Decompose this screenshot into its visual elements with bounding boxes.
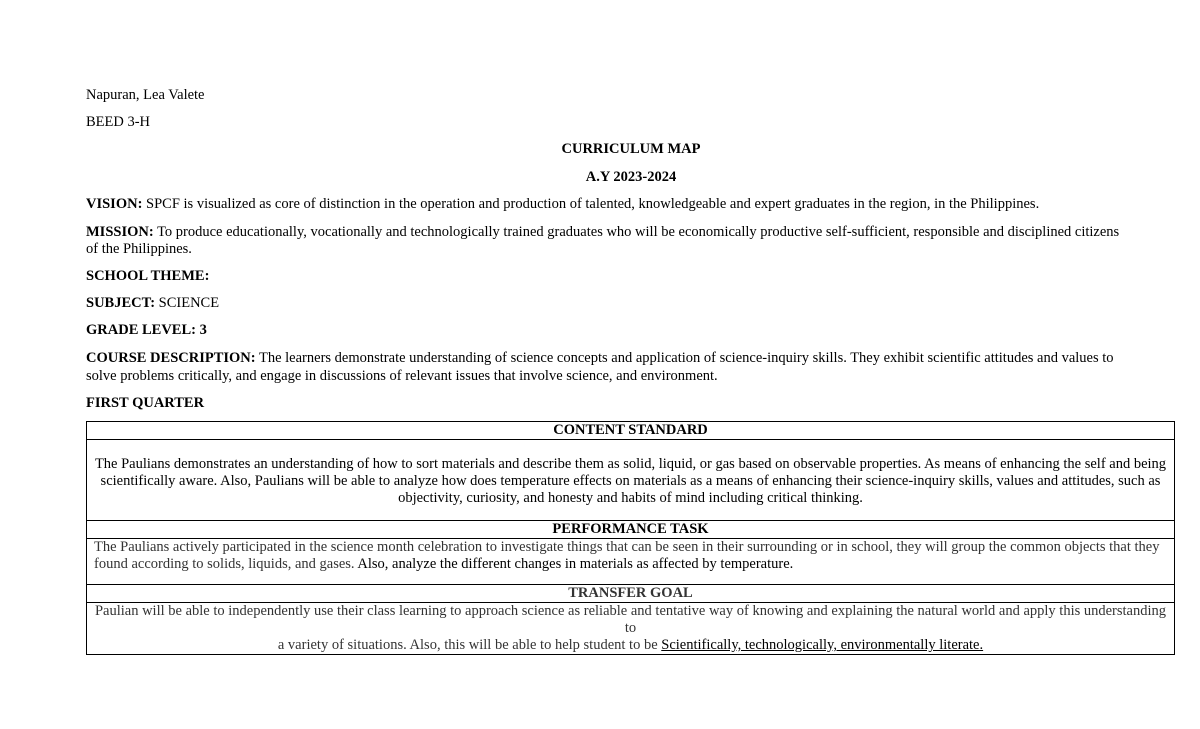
course-description-text: The learners demonstrate understanding of science concepts and application of science-inquiry skills. They exhibit scientific attitudes and values to (258, 350, 1114, 366)
transfer-goal-cell (87, 603, 1175, 655)
student-name: Napuran, Lea Valete (86, 87, 205, 103)
performance-task-line: The Paulians actively participated in the science month celebration to investigate things that can be seen in their surrounding or in school, they will group the common objects that they (94, 539, 1160, 555)
vision-text: SPCF is visualized as core of distinction in the operation and production of talented, knowledgeable and expert graduates in the region, in the Philippines. (146, 196, 1040, 212)
transfer-goal-header: TRANSFER GOAL (87, 585, 1175, 603)
curriculum-table (86, 421, 1175, 655)
content-standard-line: scientifically aware. Also, Paulians will be able to analyze how does temperature effects on materials as a means of enhancing their science-inquiry skills, values and attitudes, such as (100, 473, 1161, 489)
course-description (86, 350, 1114, 367)
literacy-underlined-text: Scientifically, technologically, environmentally literate. (661, 637, 984, 653)
course-description-continued: solve problems critically, and engage in discussions of relevant issues that involve science, and environment. (86, 368, 718, 384)
content-standard-line: objectivity, curiosity, and honesty and habits of mind including critical thinking. (398, 490, 863, 506)
performance-task-header: PERFORMANCE TASK (87, 521, 1175, 539)
subject-value: SCIENCE (158, 295, 220, 311)
performance-task-cell (87, 539, 1175, 585)
vision-label: VISION: (86, 196, 143, 212)
mission-text-continued: of the Philippines. (86, 241, 192, 257)
student-section: BEED 3-H (86, 114, 151, 130)
vision-statement (86, 196, 1039, 213)
content-standard-line: The Paulians demonstrates an understanding of how to sort materials and describe them as solid, liquid, or gas based on observable properties. As means of enhancing the self and being (94, 456, 1167, 472)
mission-text: To produce educationally, vocationally and technologically trained graduates who will be economically productive self-sufficient, responsible and disciplined citizens (157, 224, 1120, 240)
mission-label: MISSION: (86, 224, 154, 240)
transfer-goal-line: Paulian will be able to independently use their class learning to approach science as reliable and tentative way of knowing and explaining the natural world and apply this understanding to (94, 603, 1167, 636)
content-standard-cell (87, 440, 1175, 521)
content-standard-header: CONTENT STANDARD (87, 422, 1175, 440)
transfer-goal-line: a variety of situations. Also, this will be able to help student to be Scientifically, technologically, environmentally literate. (277, 637, 984, 653)
grade-level: GRADE LEVEL: 3 (86, 322, 207, 338)
subject-label: SUBJECT: (86, 295, 156, 311)
subject (86, 295, 219, 312)
academic-year: A.Y 2023-2024 (585, 169, 677, 185)
school-theme: SCHOOL THEME: (86, 268, 210, 284)
document-title: CURRICULUM MAP (561, 141, 701, 157)
mission-statement (86, 224, 1119, 241)
performance-task-line: found according to solids, liquids, and gases. Also, analyze the different changes in materials as affected by temperature. (94, 556, 794, 572)
course-description-label: COURSE DESCRIPTION: (86, 350, 256, 366)
quarter-label: FIRST QUARTER (86, 395, 205, 411)
